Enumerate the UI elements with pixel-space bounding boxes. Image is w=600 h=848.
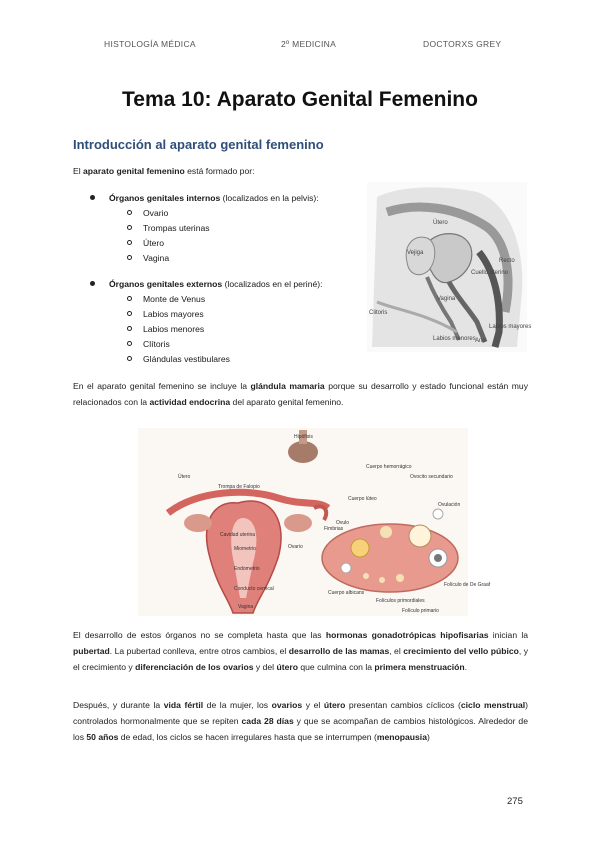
text: y del	[253, 662, 277, 672]
list-item-text: Vagina	[143, 253, 170, 263]
list-item-text: Glándulas vestibulares	[143, 354, 230, 364]
label-cuerpo-hemorragico: Cuerpo hemorrágico	[366, 464, 412, 470]
circle-bullet-icon	[127, 311, 132, 316]
label-ovocito: Ovocito secundario	[410, 474, 453, 480]
list-item	[127, 221, 210, 236]
text: que culmina con la	[297, 662, 375, 672]
label-ovulacion: Ovulación	[438, 502, 461, 508]
list-item-text: Útero	[143, 238, 165, 248]
label-endometrio: Endometrio	[234, 566, 260, 572]
label-ovario: Ovario	[288, 544, 303, 550]
external-label-rest: (localizados en el periné):	[222, 279, 323, 289]
text: y el	[302, 700, 324, 710]
list-item	[127, 236, 164, 251]
list-item	[127, 251, 169, 266]
text: , y el crecimiento y	[73, 646, 529, 672]
reproductive-system-illustration	[138, 428, 491, 616]
text: y que se acompañan de cambios histológicos. Alrededor de los	[73, 716, 528, 742]
circle-bullet-icon	[127, 341, 132, 346]
section-heading: Introducción al aparato genital femenino	[73, 137, 324, 152]
label-foliculo-primario: Folículo primario	[402, 608, 439, 614]
bold-text: actividad endocrina	[149, 397, 231, 407]
bold-text: vida fértil	[163, 700, 204, 710]
text: . La pubertad conlleva, entre otros cambios, el	[109, 646, 289, 656]
text: del aparato genital femenino.	[230, 397, 344, 407]
intro-paragraph	[73, 163, 255, 179]
label-fimbrias: Fimbrias	[324, 526, 344, 532]
label-hipofisis: Hipófisis	[294, 434, 313, 440]
intro-bold: aparato genital femenino	[83, 166, 185, 176]
text: El desarrollo de estos órganos no se completa hasta que las	[73, 630, 326, 640]
list-item	[127, 292, 205, 307]
label-vagina: Vagina	[238, 604, 254, 610]
label-trompa: Trompa de Falopio	[218, 484, 260, 490]
external-label: Órganos genitales externos	[109, 279, 223, 289]
list-item-text: Monte de Venus	[143, 294, 206, 304]
bullet-external	[90, 277, 323, 292]
circle-bullet-icon	[127, 255, 132, 260]
list-item-text: Labios mayores	[143, 309, 204, 319]
label-utero: Útero	[178, 474, 191, 480]
paragraph-desarrollo	[73, 627, 528, 675]
header-author: DOCTORXS GREY	[423, 39, 502, 49]
label-foliculos-primordiales: Folículos primordiales	[376, 598, 425, 604]
bold-text: menopausia	[376, 732, 427, 742]
text: En el aparato genital femenino se incluye la	[73, 381, 251, 391]
text: .	[464, 662, 468, 672]
label-conducto: Conducto cervical	[234, 586, 274, 592]
list-item	[127, 322, 204, 337]
label-cuerpo-luteo: Cuerpo lúteo	[348, 496, 377, 502]
text: )	[426, 732, 430, 742]
bold-text: desarrollo de las mamas	[288, 646, 390, 656]
label-ano: Ano	[475, 338, 486, 344]
label-miometrio: Miometrio	[234, 546, 256, 552]
label-utero: Útero	[433, 220, 448, 226]
paragraph-mama	[73, 378, 528, 410]
circle-bullet-icon	[127, 326, 132, 331]
label-recto: Recto	[499, 258, 515, 264]
sagittal-section-illustration	[367, 182, 532, 352]
bold-text: útero	[276, 662, 298, 672]
text: porque su desarrollo y estado funcional están muy relacionados con la	[73, 381, 529, 407]
list-item-text: Trompas uterinas	[143, 223, 210, 233]
bullet-icon	[90, 195, 95, 200]
label-vagina: Vagina	[437, 296, 456, 302]
bold-text: glándula mamaria	[250, 381, 325, 391]
page-number: 275	[507, 796, 523, 807]
text: presentan cambios cíclicos (	[345, 700, 461, 710]
label-labios-menores: Labios menores	[433, 336, 476, 342]
list-item-text: Labios menores	[143, 324, 205, 334]
bold-text: pubertad	[73, 646, 110, 656]
label-ovulo: Ovulo	[336, 520, 350, 526]
label-vejiga: Vejiga	[407, 250, 424, 256]
text: de la mujer, los	[203, 700, 272, 710]
list-item	[127, 307, 204, 322]
bold-text: primera menstruación	[374, 662, 465, 672]
bold-text: cada 28 días	[241, 716, 294, 726]
circle-bullet-icon	[127, 210, 132, 215]
intro-text: El	[73, 166, 84, 176]
paragraph-ciclo	[73, 697, 528, 745]
list-item	[127, 337, 170, 352]
bold-text: hormonas gonadotrópicas hipofisarias	[325, 630, 489, 640]
page-title: Tema 10: Aparato Genital Femenino	[122, 88, 478, 111]
list-item	[127, 352, 230, 367]
circle-bullet-icon	[127, 240, 132, 245]
circle-bullet-icon	[127, 225, 132, 230]
text: de edad, los ciclos se hacen irregulares hasta que se interrumpen (	[118, 732, 377, 742]
circle-bullet-icon	[127, 356, 132, 361]
bullet-internal	[90, 191, 319, 206]
label-cuerpo-albicans: Cuerpo albicans	[328, 590, 365, 596]
bold-text: ovarios	[271, 700, 303, 710]
text: inician la	[488, 630, 529, 640]
label-cuello: Cuello uterino	[471, 270, 509, 276]
label-clitoris: Clitoris	[369, 310, 388, 316]
internal-label: Órganos genitales internos	[109, 193, 221, 203]
list-item-text: Clítoris	[143, 339, 170, 349]
bold-text: ciclo menstrual	[460, 700, 526, 710]
internal-label-rest: (localizados en la pelvis):	[220, 193, 319, 203]
bold-text: útero	[323, 700, 346, 710]
label-cavidad: Cavidad uterina	[220, 532, 256, 538]
list-item	[127, 206, 168, 221]
header-subject: HISTOLOGÍA MÉDICA	[104, 39, 196, 49]
text: Después, y durante la	[73, 700, 164, 710]
circle-bullet-icon	[127, 296, 132, 301]
bullet-icon	[90, 281, 95, 286]
intro-text-end: está formado por:	[184, 166, 255, 176]
label-foliculo-graaf: Folículo de De Graaf	[444, 582, 491, 588]
text: , el	[389, 646, 404, 656]
text: ) controlados hormonalmente que se repiten	[73, 700, 528, 726]
bold-text: 50 años	[86, 732, 119, 742]
label-labios-mayores: Labios mayores	[489, 324, 532, 330]
bold-text: diferenciación de los ovarios	[135, 662, 254, 672]
list-item-text: Ovario	[143, 208, 169, 218]
header-course: 2º MEDICINA	[281, 39, 337, 49]
bold-text: crecimiento del vello púbico	[403, 646, 519, 656]
